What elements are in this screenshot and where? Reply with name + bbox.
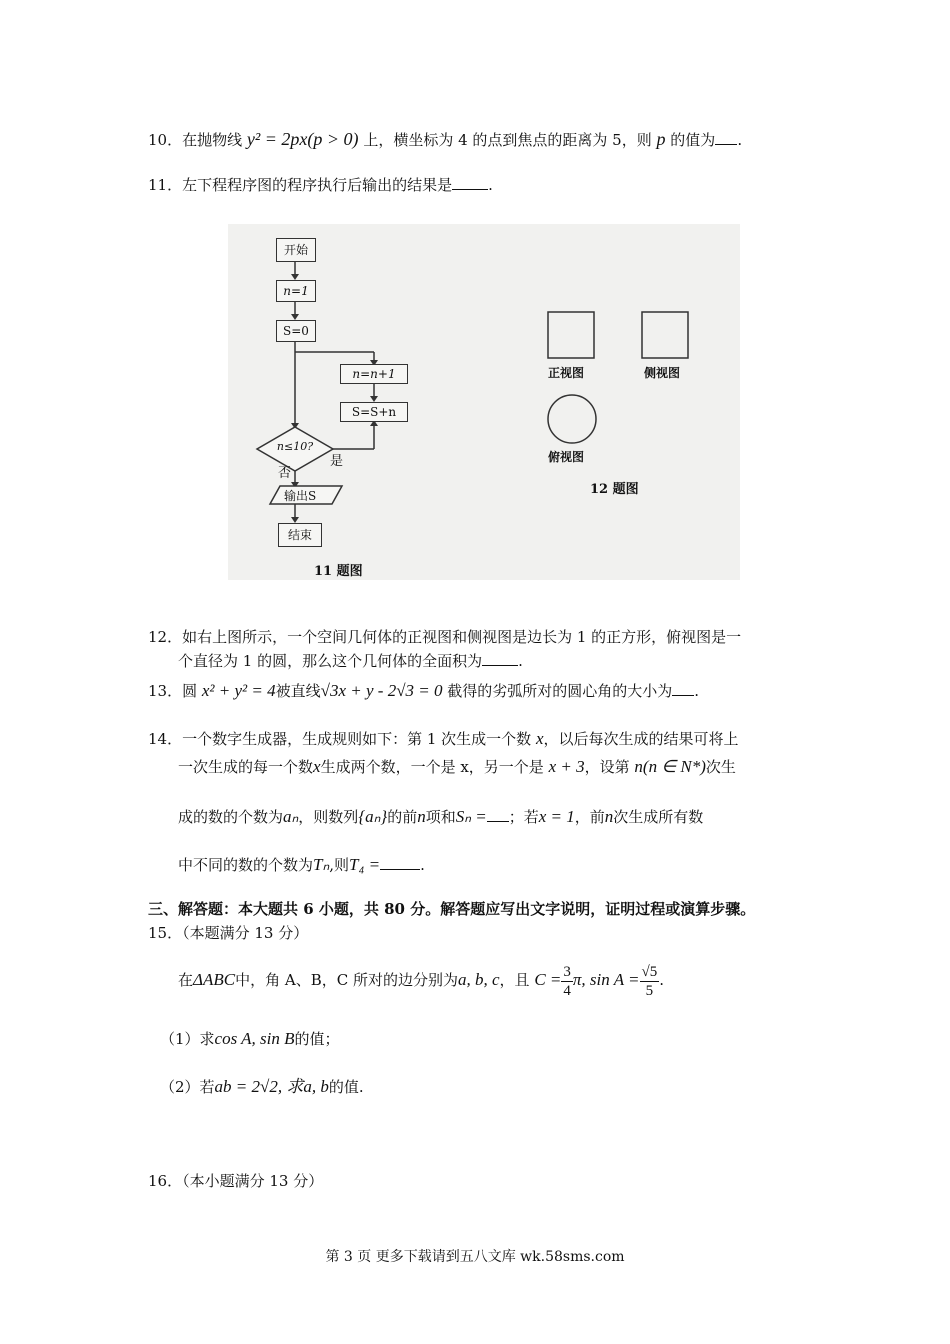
top-view-label: 俯视图: [548, 450, 585, 464]
flow-yes-label: 是: [330, 454, 344, 469]
section-3-heading: 三、解答题：本大题共 6 小题，共 80 分。解答题应写出文字说明，证明过程或演算步骤。: [148, 900, 756, 918]
question-number: 10．: [148, 131, 183, 149]
flow-output: 输出S: [284, 489, 317, 503]
question-number: 14．: [148, 730, 183, 748]
question-14-line3: 成的数的个数为aₙ，则数列{aₙ}的前n项和Sₙ = ；若x = 1，前n次生成所有数: [178, 807, 704, 826]
question-number: 12．: [148, 628, 183, 646]
flow-n-init: n=1: [276, 280, 316, 302]
question-14-line2: 一次生成的每一个数x生成两个数，一个是 x，另一个是 x + 3，设第 n(n ∈ N*)次生: [178, 757, 736, 776]
flow-no-label: 否: [278, 466, 292, 481]
question-15: [148, 922, 308, 944]
page-footer: 第 3 页 更多下载请到五八文库 wk.58sms.com: [325, 1249, 625, 1265]
question-12-line2: 个直径为 1 的圆，那么这个几何体的全面积为 .: [178, 652, 523, 670]
question-11: 11．左下程程序图的程序执行后输出的结果是 .: [148, 176, 493, 194]
question-score: （本题满分 13 分）: [182, 924, 309, 942]
front-view-label: 正视图: [548, 366, 585, 380]
answer-blank: [482, 651, 518, 666]
fraction-3-4: $\frac{3}{4}$: [563, 963, 571, 999]
fraction-sqrt5-5: $\frac{√5}{5}$: [641, 963, 658, 999]
flow-n-update: n=n+1: [340, 364, 408, 384]
question-12: 12．如右上图所示，一个空间几何体的正视图和侧视图是边长为 1 的正方形，俯视图是一: [148, 628, 742, 646]
parabola-formula: y² = 2px(p > 0): [246, 129, 359, 149]
question-number: 15．: [148, 924, 183, 942]
answer-blank: [715, 130, 737, 145]
answer-blank: [672, 681, 694, 696]
question-15-part-1: （1）求cos A, sin B的值；: [160, 1029, 340, 1048]
question-number: 16．: [148, 1172, 183, 1190]
question-16: [148, 1170, 323, 1192]
answer-blank: [487, 807, 509, 822]
question-15-part-2: （2）若ab = 2√2, 求a, b的值.: [160, 1077, 364, 1096]
answer-blank: [452, 175, 488, 190]
figure-12-caption: 12 题图: [590, 482, 639, 497]
flow-s-update: S=S+n: [340, 402, 408, 422]
question-14: 14．一个数字生成器，生成规则如下：第 1 次生成一个数 x，以后每次生成的结果可将上: [148, 729, 739, 748]
question-13: 13．圆 x² + y² = 4被直线√3x + y - 2√3 = 0 截得的劣弧所对的圆心角的大小为 .: [148, 681, 700, 700]
figure-11-caption: 11 题图: [314, 564, 363, 579]
question-number: 13．: [148, 682, 183, 700]
question-14-line4: 中不同的数的个数为Tₙ,则T₄ = .: [178, 855, 425, 874]
flow-condition: n≤10?: [276, 440, 314, 453]
side-view-label: 侧视图: [644, 366, 681, 380]
question-number: 11．: [148, 176, 183, 194]
figure-flowchart-and-views: [228, 224, 740, 580]
answer-blank: [380, 855, 420, 870]
flow-end: 结束: [278, 523, 322, 547]
flow-s-init: S=0: [276, 320, 316, 342]
question-10: 10．在抛物线 y² = 2px(p > 0) 上，横坐标为 4 的点到焦点的距离为 5，则 p 的值为 .: [148, 129, 743, 149]
flow-start: 开始: [276, 238, 316, 262]
question-15-statement: 在ΔABC中，角 A、B，C 所对的边分别为a, b, c，且 C = $\frac{3}{4}$ π, sin A = $\frac{√5}{5}$ .: [178, 963, 665, 999]
question-score: （本小题满分 13 分）: [182, 1172, 324, 1190]
